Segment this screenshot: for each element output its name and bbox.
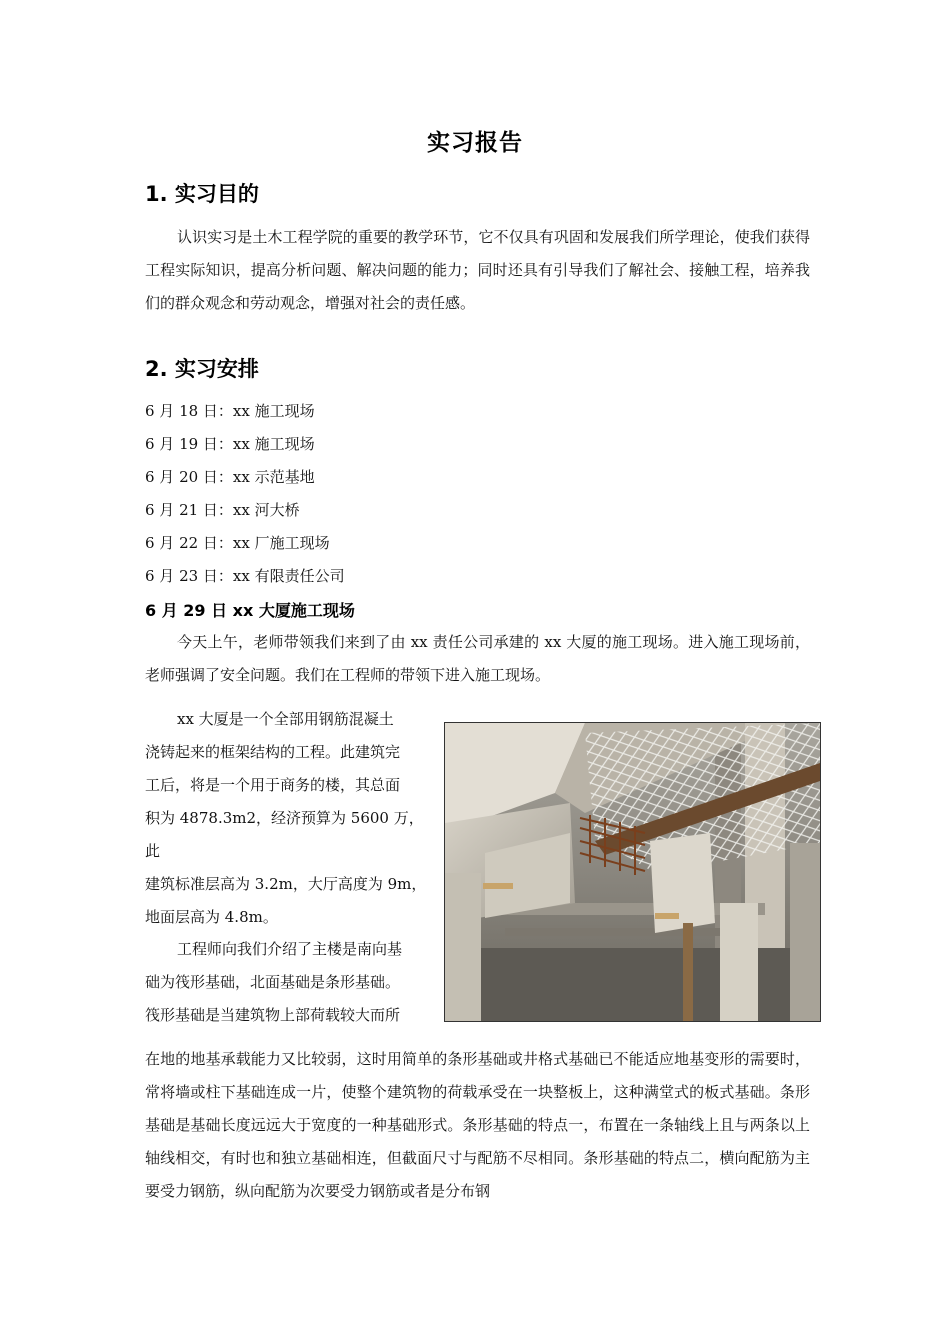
construction-site-photo (444, 722, 821, 1022)
text-line: 地面层高为 4.8m。 (145, 908, 278, 926)
section-heading-schedule: 2. 实习安排 (145, 357, 259, 381)
building-description (145, 703, 435, 934)
section-heading-purpose: 1. 实习目的 (145, 182, 259, 206)
schedule-item: 6 月 19 日：xx 施工现场 (145, 435, 315, 453)
text-line: 浇铸起来的框架结构的工程。此建筑完 (145, 743, 401, 761)
schedule-item: 6 月 22 日：xx 厂施工现场 (145, 534, 330, 552)
foundation-continued-paragraph: 在地的地基承载能力又比较弱，这时用简单的条形基础或井格式基础已不能适应地基变形的需要时，常将墙或柱下基础连成一片，使整个建筑物的荷载承受在一块整板上，这种满堂式的板式基础。条形基础是基础长度远远大于宽度的一种基础形式。条形基础的特点一，布置在一条轴线上且与两条以上轴线相交，有时也和独立基础相连，但截面尺寸与配筋不尽相同。条形基础的特点二，横向配筋为主要受力钢筋，纵向配筋为次要受力钢筋或者是分布钢 (145, 1050, 810, 1200)
document-title: 实习报告 (427, 130, 523, 156)
foundation-description (145, 933, 435, 1032)
construction-site-photo-icon (445, 723, 820, 1021)
text-line: 础为筏形基础，北面基础是条形基础。 (145, 973, 401, 991)
text-line: 工程师向我们介绍了主楼是南向基 (177, 940, 403, 958)
day-heading: 6 月 29 日 xx 大厦施工现场 (145, 601, 355, 620)
text-line: 工后，将是一个用于商务的楼，其总面 (145, 776, 401, 794)
purpose-paragraph: 认识实习是土木工程学院的重要的教学环节，它不仅具有巩固和发展我们所学理论，使我们获得工程实际知识，提高分析问题、解决问题的能力；同时还具有引导我们了解社会、接触工程，培养我们的群众观念和劳动观念，增强对社会的责任感。 (145, 228, 810, 312)
text-line: 筏形基础是当建筑物上部荷载较大而所 (145, 1006, 401, 1024)
schedule-item: 6 月 18 日：xx 施工现场 (145, 402, 315, 420)
text-line: 积为 4878.3m2，经济预算为 5600 万，此 (145, 809, 424, 860)
schedule-item: 6 月 23 日：xx 有限责任公司 (145, 567, 345, 585)
day-intro-paragraph: 今天上午，老师带领我们来到了由 xx 责任公司承建的 xx 大厦的施工现场。进入施工现场前，老师强调了安全问题。我们在工程师的带领下进入施工现场。 (145, 633, 810, 684)
schedule-item: 6 月 20 日：xx 示范基地 (145, 468, 315, 486)
text-line: xx 大厦是一个全部用钢筋混凝土 (177, 710, 394, 728)
schedule-item: 6 月 21 日：xx 河大桥 (145, 501, 300, 519)
text-line: 建筑标准层高为 3.2m，大厅高度为 9m， (145, 875, 427, 893)
